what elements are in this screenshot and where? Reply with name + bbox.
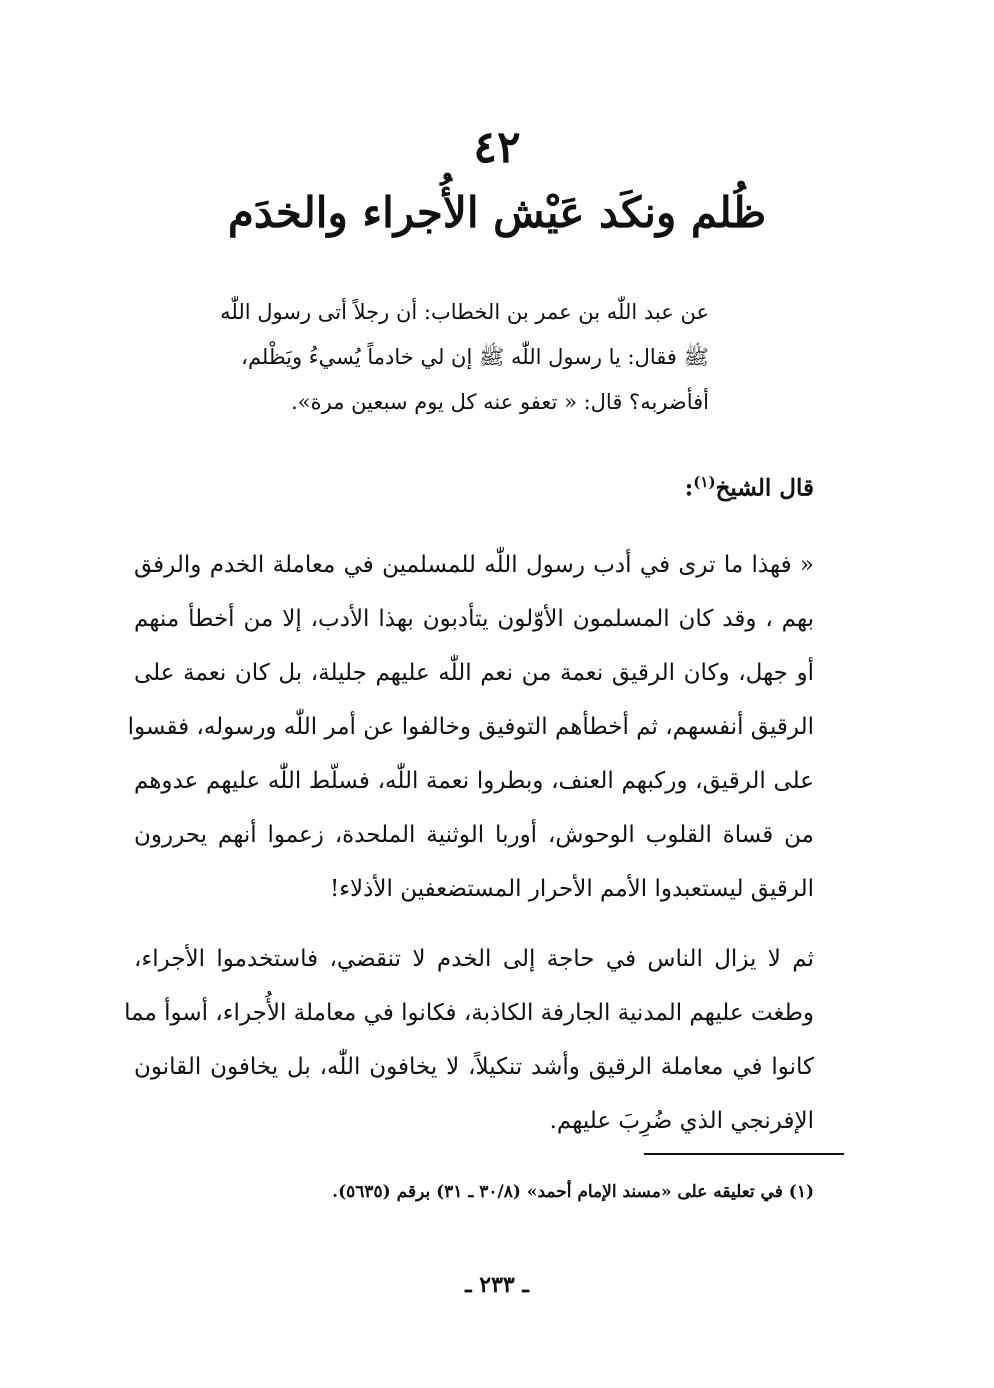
- paragraph-line: من قساة القلوب الوحوش، أوربا الوثنية الملحدة، زعموا أنهم يحررون: [134, 822, 814, 848]
- footnote-divider: [644, 1153, 844, 1155]
- page-number: ـ ٢٣٣ ـ: [465, 1272, 529, 1298]
- paragraph-line: الإفرنجي الذي ضُرِبَ عليهم.: [549, 1108, 814, 1134]
- paragraph-line: ثم لا يزال الناس في حاجة إلى الخدم لا تنقضي، فاستخدموا الأجراء،: [134, 946, 814, 972]
- paragraph-line: الرقيق ليستعبدوا الأمم الأحرار المستضعفين الأذلاء!: [329, 876, 814, 902]
- paragraph-line: على الرقيق، وركبهم العنف، وبطروا نعمة اللّٰه، فسلّط اللّٰه عليهم عدوهم: [134, 768, 814, 794]
- commentary-paragraph-2: [124, 932, 815, 1148]
- sheikh-heading: [685, 460, 814, 511]
- hadith-line: أفأضربه؟ قال: « تعفو عنه كل يوم سبعين مرة».: [291, 390, 709, 414]
- paragraph-line: الرقيق أنفسهم، ثم أخطأهم التوفيق وخالفوا عن أمر اللّٰه ورسوله، فقسوا: [127, 714, 814, 740]
- paragraph-line: كانوا في معاملة الرقيق وأشد تنكيلاً، لا يخافون اللّٰه، بل يخافون القانون: [134, 1054, 815, 1080]
- chapter-number: ٤٢: [473, 122, 521, 173]
- sheikh-heading-colon: :: [684, 474, 694, 502]
- hadith-text: [220, 290, 709, 425]
- paragraph-line: أو جهل، وكان الرقيق نعمة من نعم اللّٰه عليهم جليلة، بل كان نعمة على: [134, 660, 814, 686]
- chapter-title: ظُلم ونكَد عَيْش الأُجراء والخدَم: [227, 188, 767, 237]
- paragraph-line: « فهذا ما ترى في أدب رسول اللّٰه للمسلمين في معاملة الخدم والرفق: [134, 552, 814, 578]
- paragraph-line: بهم ، وقد كان المسلمون الأوّلون يتأدبون بهذا الأدب، إلا من أخطأ منهم: [134, 606, 814, 632]
- paragraph-line: وطغت عليهم المدنية الجارفة الكاذبة، فكانوا في معاملة الأُجراء، أسوأ مما: [124, 1000, 814, 1026]
- commentary-paragraph-1: [127, 538, 814, 916]
- sheikh-heading-label: قال الشيخ: [715, 474, 814, 502]
- footnote-reference: (١): [693, 473, 716, 491]
- footnote: (١) في تعليقه على «مسند الإمام أحمد» (٣٠/٨ ـ ٣١) برقم (٥٦٣٥).: [332, 1182, 814, 1202]
- hadith-line: ﷺ فقال: يا رسول اللّٰه ﷺ إن لي خادماً يُسيءُ ويَظْلم،: [241, 345, 709, 369]
- hadith-line: عن عبد اللّٰه بن عمر بن الخطاب: أن رجلاً أتى رسول اللّٰه: [220, 300, 709, 324]
